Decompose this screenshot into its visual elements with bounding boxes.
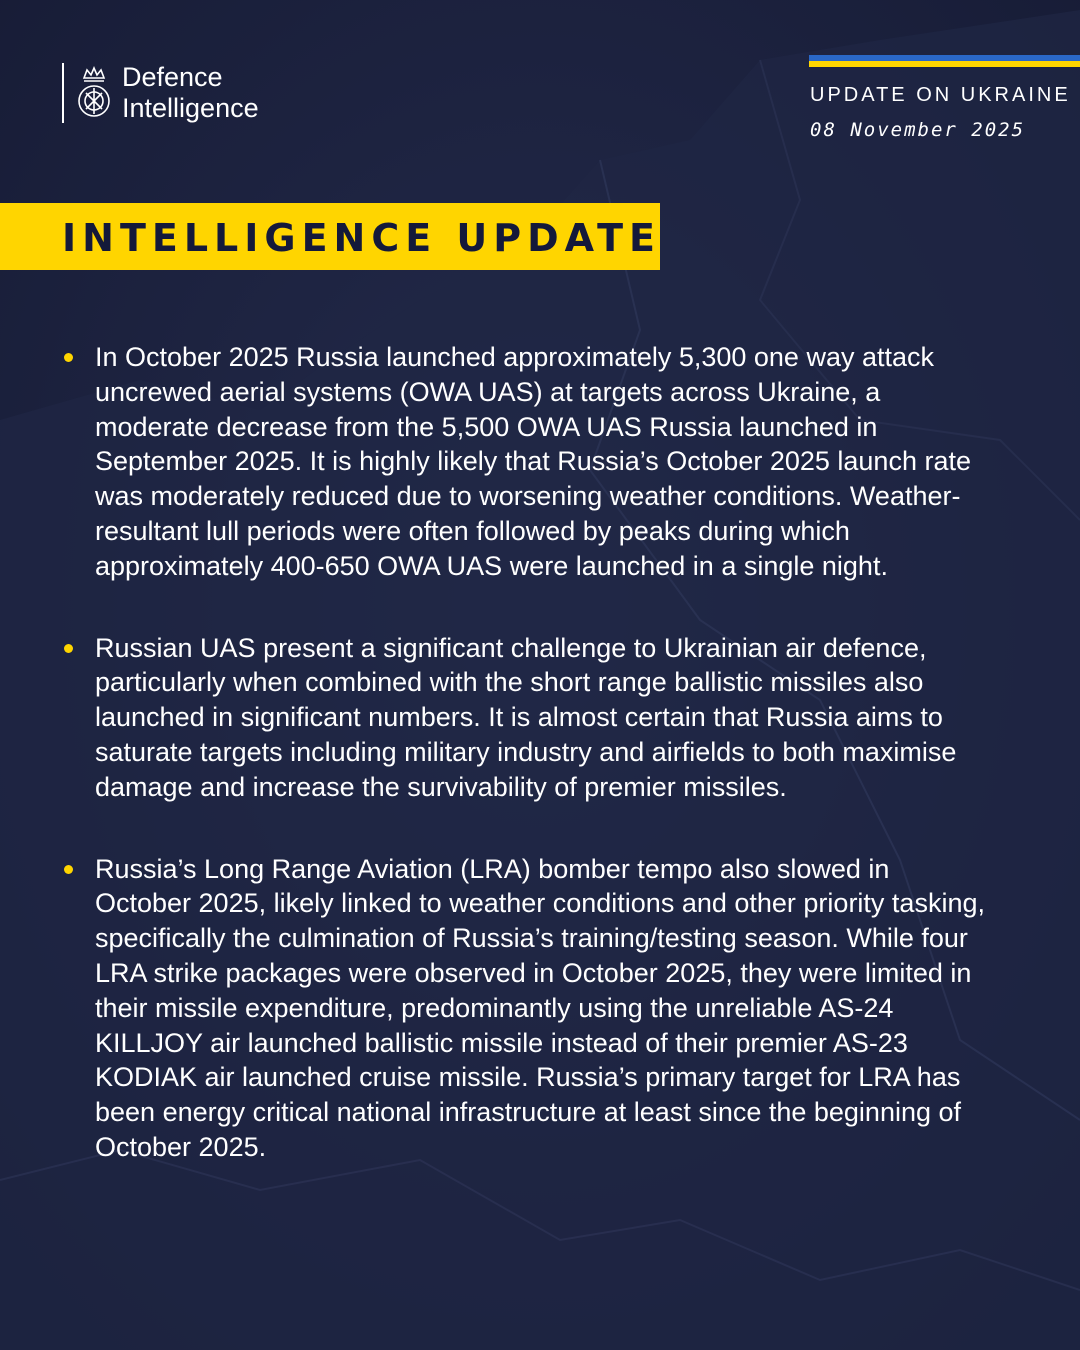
brand-line-2: Intelligence <box>122 93 259 123</box>
defence-intelligence-logo <box>62 62 259 124</box>
bullet-item <box>62 340 992 584</box>
bullet-icon <box>64 865 73 874</box>
update-date: 08 November 2025 <box>810 119 1026 141</box>
page-title: INTELLIGENCE UPDATE <box>62 216 662 260</box>
bullet-item <box>62 852 992 1165</box>
bullet-item <box>62 631 992 805</box>
flag-stripe-yellow <box>809 61 1080 67</box>
bullet-text: Russian UAS present a significant challenge to Ukrainian air defence, particularly when combined with the short range ballistic missiles also launched in significant numbers. It is almost certain that Russia aims to saturate targets including military industry and airfields to both maximise damage and increase the survivability of premier missiles. <box>95 632 957 802</box>
logo-divider <box>62 63 64 123</box>
bullet-text: In October 2025 Russia launched approximately 5,300 one way attack uncrewed aerial systems (OWA UAS) at targets across Ukraine, a moderate decrease from the 5,500 OWA UAS Russia launched in September 2025. It is highly likely that Russia’s October 2025 launch rate was moderately reduced due to worsening weather conditions. Weather-resultant lull periods were often followed by peaks during which approximately 400-650 OWA UAS were launched in a single night. <box>95 342 971 581</box>
title-banner <box>0 203 660 270</box>
update-label: UPDATE ON UKRAINE <box>810 84 1071 106</box>
bullet-icon <box>64 353 73 362</box>
royal-crest-icon <box>72 64 116 122</box>
logo-wordmark <box>122 62 259 124</box>
bullet-text: Russia’s Long Range Aviation (LRA) bomber tempo also slowed in October 2025, likely linked to weather conditions and other priority tasking, specifically the culmination of Russia’s training/testing season. While four LRA strike packages were observed in October 2025, they were limited in their missile expenditure, predominantly using the unreliable AS-24 KILLJOY air launched ballistic missile instead of their premier AS-23 KODIAK air launched cruise missile. Russia’s primary target for LRA has been energy critical national infrastructure at least since the beginning of October 2025. <box>95 853 985 1162</box>
bullet-icon <box>64 644 73 653</box>
bullet-list <box>62 340 992 1165</box>
brand-line-1: Defence <box>122 62 223 92</box>
